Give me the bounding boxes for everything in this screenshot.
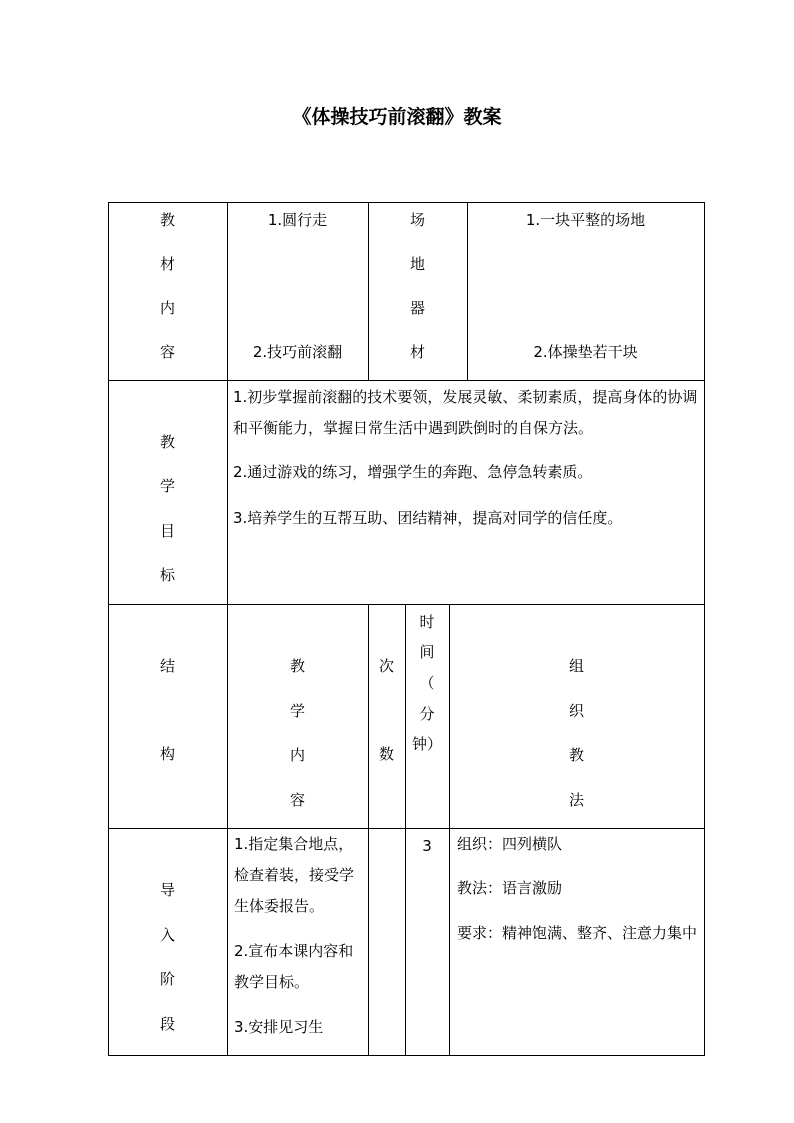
document-title: 《体操技巧前滚翻》教案 xyxy=(292,106,502,128)
row2-label-char: 目 xyxy=(159,522,175,540)
intro-item: 2.宣布本课内容和教学目标。 xyxy=(234,942,354,991)
time-header-char: 间 xyxy=(419,643,435,661)
venue-label-char: 场 xyxy=(409,211,425,229)
table-line xyxy=(108,202,705,203)
count-header-char: 数 xyxy=(378,745,394,763)
intro-time: 3 xyxy=(422,837,432,855)
row1-label-char: 材 xyxy=(159,255,175,273)
time-header-char: 时 xyxy=(419,613,435,631)
row1-label-char: 教 xyxy=(159,211,175,229)
method-header-char: 教 xyxy=(568,746,584,764)
row2-label-char: 学 xyxy=(159,477,175,495)
content-header-char: 教 xyxy=(289,657,305,675)
teaching-goal: 3.培养学生的互帮互助、团结精神，提高对同学的信任度。 xyxy=(233,509,623,527)
table-line xyxy=(108,380,705,381)
venue-item: 1.一块平整的场地 xyxy=(525,211,646,229)
method-header-char: 法 xyxy=(568,791,584,809)
count-header-char: 次 xyxy=(378,657,394,675)
intro-label-char: 导 xyxy=(159,881,175,899)
table-line xyxy=(227,202,228,1056)
teaching-goal: 2.通过游戏的练习，增强学生的奔跑、急停急转素质。 xyxy=(233,463,593,481)
venue-label-char: 地 xyxy=(409,255,425,273)
row2-label-char: 教 xyxy=(159,433,175,451)
venue-item: 2.体操垫若干块 xyxy=(533,343,638,361)
row1-label-char: 内 xyxy=(159,299,175,317)
intro-label-char: 阶 xyxy=(159,970,175,988)
time-header-char: 钟） xyxy=(411,735,442,753)
content-header-char: 内 xyxy=(289,746,305,764)
teaching-goal: 1.初步掌握前滚翻的技术要领，发展灵敏、柔韧素质，提高身体的协调和平衡能力，掌握日常生活中遇到跌倒时的自保方法。 xyxy=(233,388,698,437)
content-header-char: 学 xyxy=(289,702,305,720)
intro-method: 教法：语言激励 xyxy=(457,879,563,897)
intro-label-char: 入 xyxy=(159,926,175,944)
venue-label-char: 材 xyxy=(409,343,425,361)
method-header-char: 织 xyxy=(568,702,584,720)
venue-label-char: 器 xyxy=(409,299,425,317)
structure-header-char: 构 xyxy=(159,745,175,763)
content-item: 2.技巧前滚翻 xyxy=(252,343,343,361)
time-header-char: （ xyxy=(419,674,435,692)
method-header-char: 组 xyxy=(568,657,584,675)
intro-label-char: 段 xyxy=(159,1015,175,1033)
time-header-char: 分 xyxy=(419,705,435,723)
row2-label-char: 标 xyxy=(159,566,175,584)
intro-item: 1.指定集合地点，检查着装，接受学生体委报告。 xyxy=(234,835,355,915)
table-line xyxy=(108,1055,705,1056)
table-line xyxy=(405,604,406,1055)
intro-item: 3.安排见习生 xyxy=(234,1018,324,1036)
intro-method: 组织：四列横队 xyxy=(457,835,563,853)
table-line xyxy=(704,202,705,1056)
row1-label-char: 容 xyxy=(159,343,175,361)
structure-header-char: 结 xyxy=(159,657,175,675)
content-header-char: 容 xyxy=(289,791,305,809)
table-line xyxy=(108,604,705,605)
content-item: 1.圆行走 xyxy=(267,211,328,229)
intro-method: 要求：精神饱满、整齐、注意力集中 xyxy=(457,924,698,942)
